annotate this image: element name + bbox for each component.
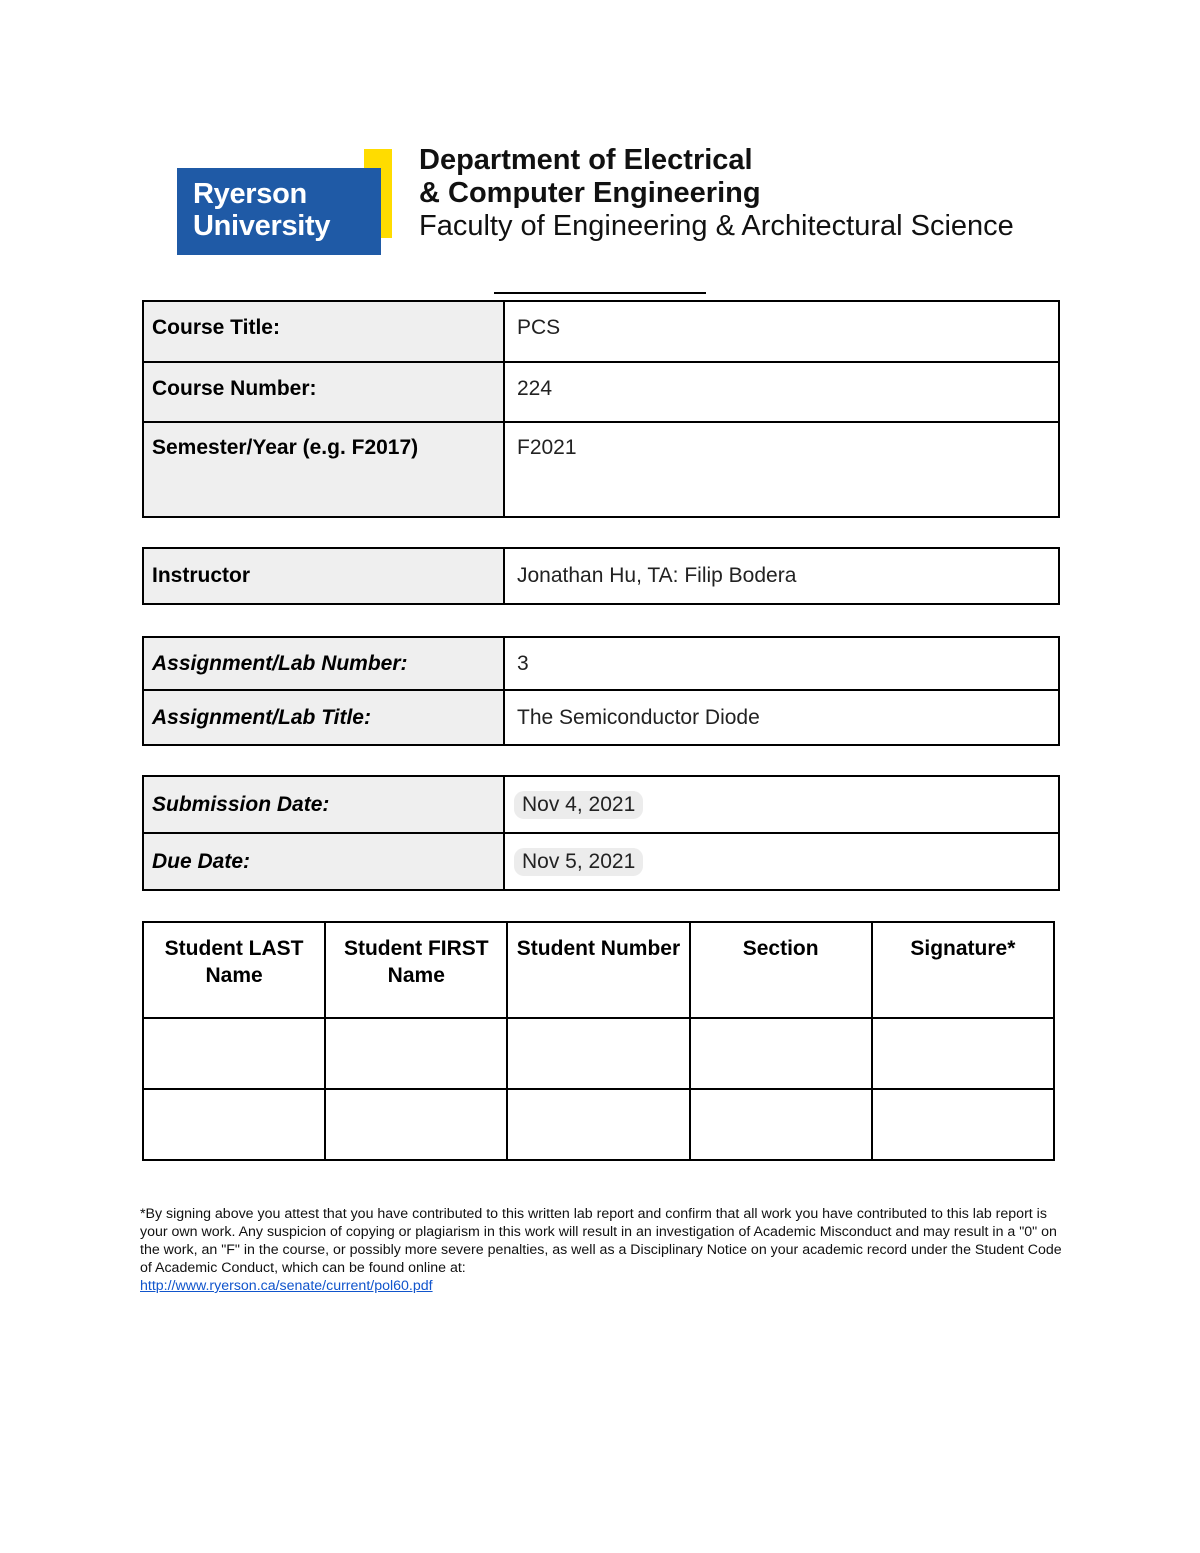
semester-label: Semester/Year (e.g. F2017) — [143, 422, 504, 517]
course-number-value: 224 — [504, 362, 1059, 422]
col-last-name: Student LAST Name — [143, 922, 325, 1018]
assignment-number-label: Assignment/Lab Number: — [143, 637, 504, 690]
dept-line-1: Department of Electrical — [419, 144, 753, 176]
student-signature-cell[interactable] — [872, 1089, 1054, 1160]
course-number-label: Course Number: — [143, 362, 504, 422]
course-table — [142, 300, 1060, 518]
assignment-number-value: 3 — [504, 637, 1059, 690]
course-title-value: PCS — [504, 301, 1059, 362]
student-row — [143, 1089, 1054, 1160]
students-header-row — [143, 922, 1054, 1018]
instructor-value: Jonathan Hu, TA: Filip Bodera — [504, 548, 1059, 604]
due-date-cell — [504, 833, 1059, 890]
submission-date-label: Submission Date: — [143, 776, 504, 833]
assignment-title-row — [143, 690, 1059, 745]
student-first-name-cell[interactable] — [325, 1089, 507, 1160]
dept-line-2: & Computer Engineering — [419, 177, 761, 209]
assignment-number-row — [143, 637, 1059, 690]
faculty-line: Faculty of Engineering & Architectural Science — [419, 210, 1014, 242]
course-number-row — [143, 362, 1059, 422]
header-rule — [494, 292, 706, 294]
logo-line-1: Ryerson — [193, 178, 307, 210]
due-date-chip[interactable]: Nov 5, 2021 — [514, 848, 643, 876]
submission-date-cell — [504, 776, 1059, 833]
signature-footnote — [140, 1205, 1070, 1295]
col-section: Section — [690, 922, 872, 1018]
assignment-title-label: Assignment/Lab Title: — [143, 690, 504, 745]
assignment-table — [142, 636, 1060, 746]
department-heading — [419, 144, 1014, 243]
submission-date-chip[interactable]: Nov 4, 2021 — [514, 791, 643, 819]
student-last-name-cell[interactable] — [143, 1018, 325, 1089]
student-row — [143, 1018, 1054, 1089]
due-date-row — [143, 833, 1059, 890]
submission-date-row — [143, 776, 1059, 833]
col-student-number: Student Number — [507, 922, 689, 1018]
student-number-cell[interactable] — [507, 1089, 689, 1160]
footnote-text: *By signing above you attest that you have contributed to this written lab report and confirm that all work you have contributed to this lab report is your own work. Any suspicion of copying or plagiarism in this work will result in an investigation of Academic Misconduct and may result in a "0" on the work, an "F" in the course, or possibly more severe penalties, as well as a Disciplinary Notice on your academic record under the Student Code of Academic Conduct, which can be found online at: — [140, 1206, 1062, 1276]
due-date-label: Due Date: — [143, 833, 504, 890]
policy-link[interactable]: http://www.ryerson.ca/senate/current/pol60.pdf — [140, 1278, 433, 1294]
student-section-cell[interactable] — [690, 1089, 872, 1160]
student-last-name-cell[interactable] — [143, 1089, 325, 1160]
student-number-cell[interactable] — [507, 1018, 689, 1089]
course-title-label: Course Title: — [143, 301, 504, 362]
col-first-name: Student FIRST Name — [325, 922, 507, 1018]
instructor-row — [143, 548, 1059, 604]
instructor-table — [142, 547, 1060, 605]
course-title-row — [143, 301, 1059, 362]
assignment-title-value: The Semiconductor Diode — [504, 690, 1059, 745]
logo-line-2: University — [193, 210, 331, 242]
semester-row — [143, 422, 1059, 517]
col-signature: Signature* — [872, 922, 1054, 1018]
student-signature-cell[interactable] — [872, 1018, 1054, 1089]
semester-value: F2021 — [504, 422, 1059, 517]
logo-text — [193, 178, 330, 242]
instructor-label: Instructor — [143, 548, 504, 604]
student-first-name-cell[interactable] — [325, 1018, 507, 1089]
dates-table — [142, 775, 1060, 891]
student-section-cell[interactable] — [690, 1018, 872, 1089]
students-table — [142, 921, 1055, 1161]
